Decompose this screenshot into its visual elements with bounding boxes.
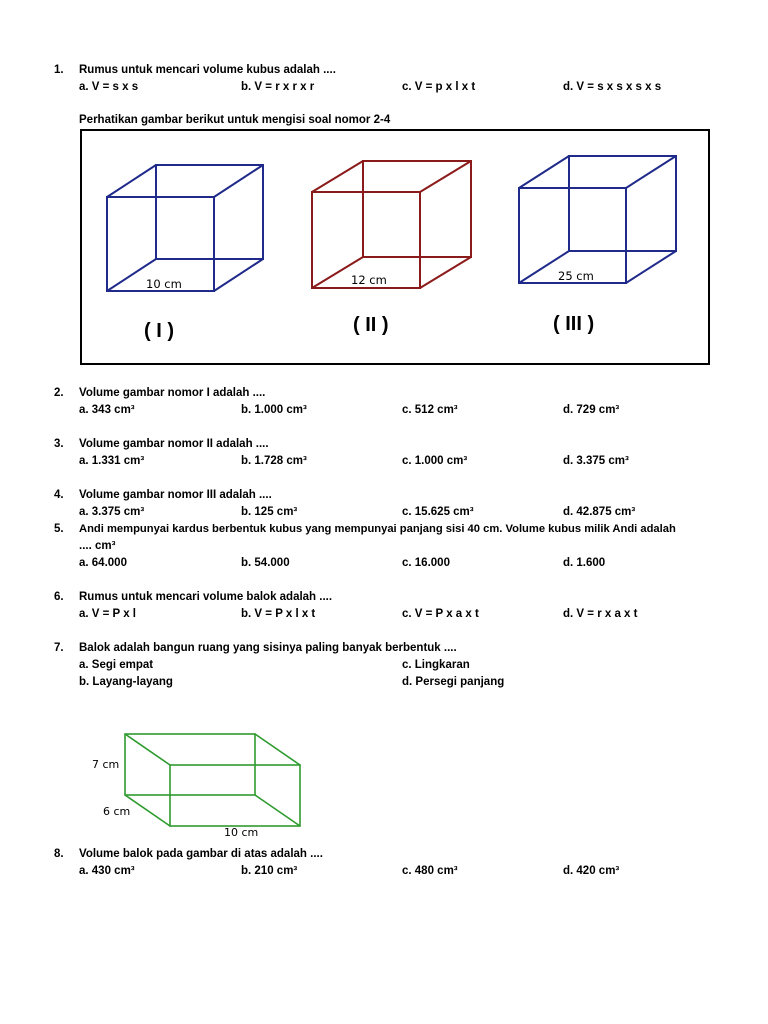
question-4-option-a[interactable]: a. 3.375 cm³ [79,506,145,518]
question-6-option-c[interactable]: c. V = P x a x t [402,608,479,620]
question-7-option-b[interactable]: b. Layang-layang [79,676,173,688]
question-3-option-b[interactable]: b. 1.728 cm³ [241,455,307,467]
cuboid-height-label: 7 cm [92,758,120,771]
question-7-text: Balok adalah bangun ruang yang sisinya paling banyak berbentuk .... [79,642,457,654]
cube-1-side-label: 10 cm [146,277,182,291]
question-3-option-a[interactable]: a. 1.331 cm³ [79,455,145,467]
question-1-option-b[interactable]: b. V = r x r x r [241,81,315,93]
cube-1 [107,165,263,291]
question-8-option-d[interactable]: d. 420 cm³ [563,865,620,877]
question-6-text: Rumus untuk mencari volume balok adalah .... [79,591,333,603]
question-1-text: Rumus untuk mencari volume kubus adalah .... [79,64,336,76]
question-7-option-a[interactable]: a. Segi empat [79,659,154,671]
question-8-number: 8. [54,848,64,860]
question-7-option-c[interactable]: c. Lingkaran [402,659,470,671]
figure-intro: Perhatikan gambar berikut untuk mengisi soal nomor 2-4 [79,114,391,126]
question-2-option-d[interactable]: d. 729 cm³ [563,404,620,416]
question-8-option-c[interactable]: c. 480 cm³ [402,865,458,877]
question-1-option-c[interactable]: c. V = p x l x t [402,81,476,93]
question-5-option-a[interactable]: a. 64.000 [79,557,127,569]
question-4-text: Volume gambar nomor III adalah .... [79,489,272,501]
cube-1-roman-label: ( I ) [144,320,174,342]
question-1-option-d[interactable]: d. V = s x s x s x s [563,81,662,93]
question-5-text: Andi mempunyai kardus berbentuk kubus yang mempunyai panjang sisi 40 cm. Volume kubus milik Andi adalah [79,523,676,535]
question-4-option-d[interactable]: d. 42.875 cm³ [563,506,636,518]
question-1-option-a[interactable]: a. V = s x s [79,81,139,93]
cube-3-side-label: 25 cm [558,269,594,283]
cube-figure-box [80,129,710,365]
question-8-option-b[interactable]: b. 210 cm³ [241,865,298,877]
question-3-number: 3. [54,438,64,450]
question-6-option-b[interactable]: b. V = P x l x t [241,608,316,620]
question-6-option-a[interactable]: a. V = P x l [79,608,137,620]
question-7-option-d[interactable]: d. Persegi panjang [402,676,505,688]
question-5-option-d[interactable]: d. 1.600 [563,557,606,569]
question-2-option-c[interactable]: c. 512 cm³ [402,404,458,416]
question-5-number: 5. [54,523,64,535]
question-2-number: 2. [54,387,64,399]
cube-2-side-label: 12 cm [351,273,387,287]
cube-2 [312,161,471,288]
question-3-option-d[interactable]: d. 3.375 cm³ [563,455,629,467]
cube-2-roman-label: ( II ) [353,314,389,336]
question-3-option-c[interactable]: c. 1.000 cm³ [402,455,468,467]
cube-3 [519,156,676,283]
question-3-text: Volume gambar nomor II adalah .... [79,438,269,450]
question-2-text: Volume gambar nomor I adalah .... [79,387,266,399]
question-4-option-b[interactable]: b. 125 cm³ [241,506,298,518]
question-7-number: 7. [54,642,64,654]
cube-3-roman-label: ( III ) [553,313,595,335]
cube-figure [82,131,712,367]
question-8-option-a[interactable]: a. 430 cm³ [79,865,135,877]
question-6-option-d[interactable]: d. V = r x a x t [563,608,638,620]
question-5-text-continued: .... cm³ [79,540,116,552]
cuboid [125,734,300,826]
question-4-number: 4. [54,489,64,501]
question-2-option-a[interactable]: a. 343 cm³ [79,404,135,416]
question-2-option-b[interactable]: b. 1.000 cm³ [241,404,307,416]
question-5-option-b[interactable]: b. 54.000 [241,557,290,569]
question-8-text: Volume balok pada gambar di atas adalah .... [79,848,323,860]
question-5-option-c[interactable]: c. 16.000 [402,557,450,569]
question-4-option-c[interactable]: c. 15.625 cm³ [402,506,474,518]
cuboid-length-label: 10 cm [224,826,259,839]
cuboid-width-label: 6 cm [103,805,131,818]
question-6-number: 6. [54,591,64,603]
question-1-number: 1. [54,64,64,76]
